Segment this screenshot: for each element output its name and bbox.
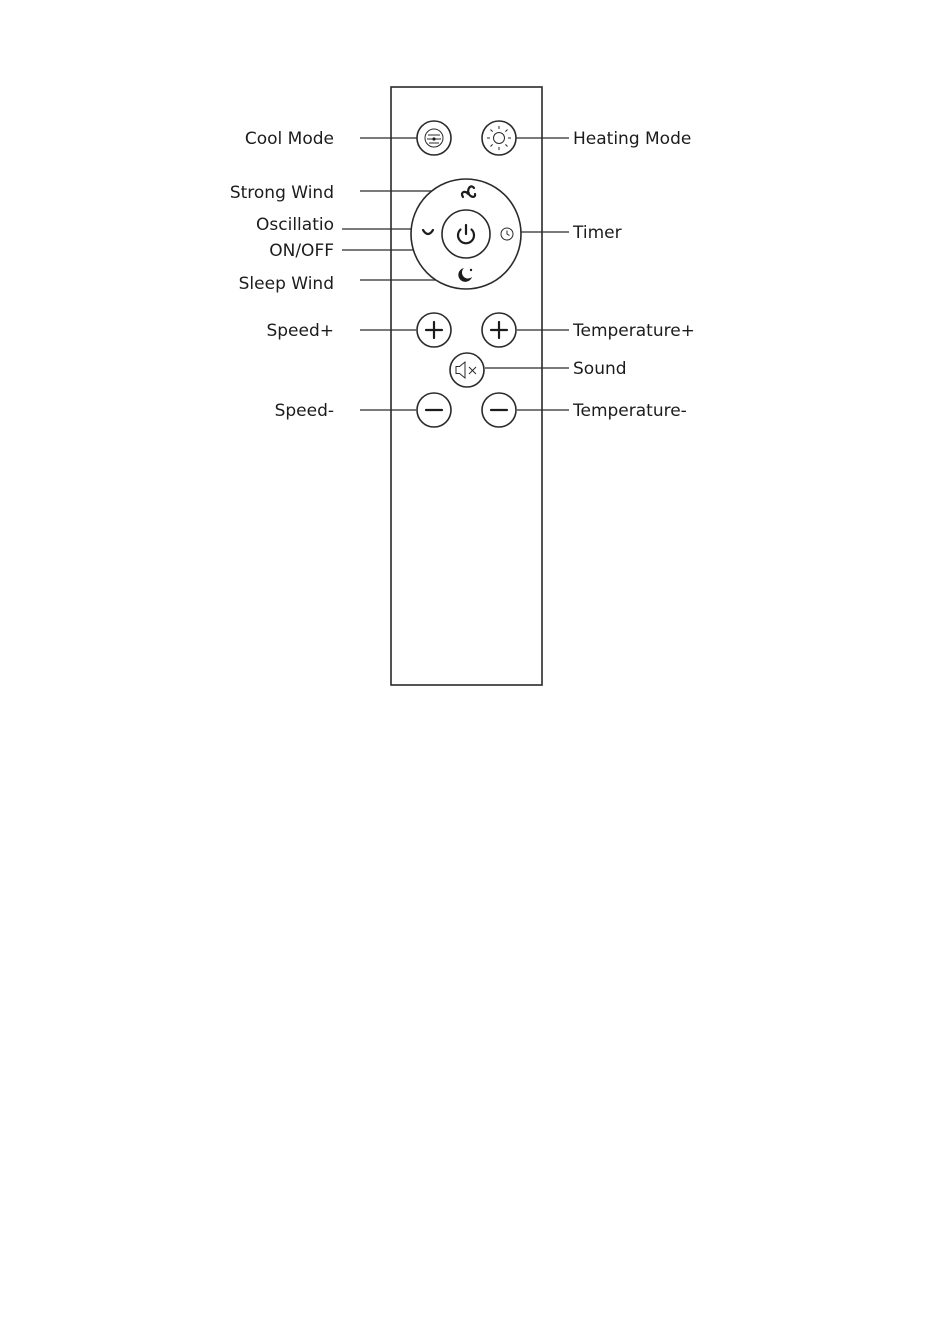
label-strong-wind: Strong Wind bbox=[229, 183, 334, 203]
label-on-off: ON/OFF bbox=[269, 241, 334, 261]
cool-mode-button[interactable] bbox=[417, 121, 451, 155]
oscillation-button[interactable] bbox=[418, 222, 438, 242]
label-sleep-wind: Sleep Wind bbox=[238, 274, 334, 294]
on-off-button[interactable] bbox=[442, 210, 490, 258]
speed-up-button[interactable] bbox=[417, 313, 451, 347]
sleep-wind-button[interactable] bbox=[456, 265, 476, 285]
label-cool-mode: Cool Mode bbox=[244, 129, 334, 149]
speed-down-button[interactable] bbox=[417, 393, 451, 427]
label-speed-up: Speed+ bbox=[266, 321, 334, 341]
strong-wind-button[interactable] bbox=[457, 182, 479, 204]
label-sound: Sound bbox=[573, 359, 627, 379]
temperature-up-button[interactable] bbox=[482, 313, 516, 347]
temperature-down-button[interactable] bbox=[482, 393, 516, 427]
label-heating-mode: Heating Mode bbox=[573, 129, 692, 149]
label-timer: Timer bbox=[573, 223, 622, 243]
heating-mode-button[interactable] bbox=[482, 121, 516, 155]
label-temperature-down: Temperature- bbox=[573, 401, 687, 421]
label-speed-down: Speed- bbox=[274, 401, 334, 421]
timer-button[interactable] bbox=[497, 224, 517, 244]
label-temperature-up: Temperature+ bbox=[573, 321, 695, 341]
sound-button[interactable] bbox=[450, 353, 484, 387]
label-oscillation: Oscillatio bbox=[256, 215, 334, 235]
